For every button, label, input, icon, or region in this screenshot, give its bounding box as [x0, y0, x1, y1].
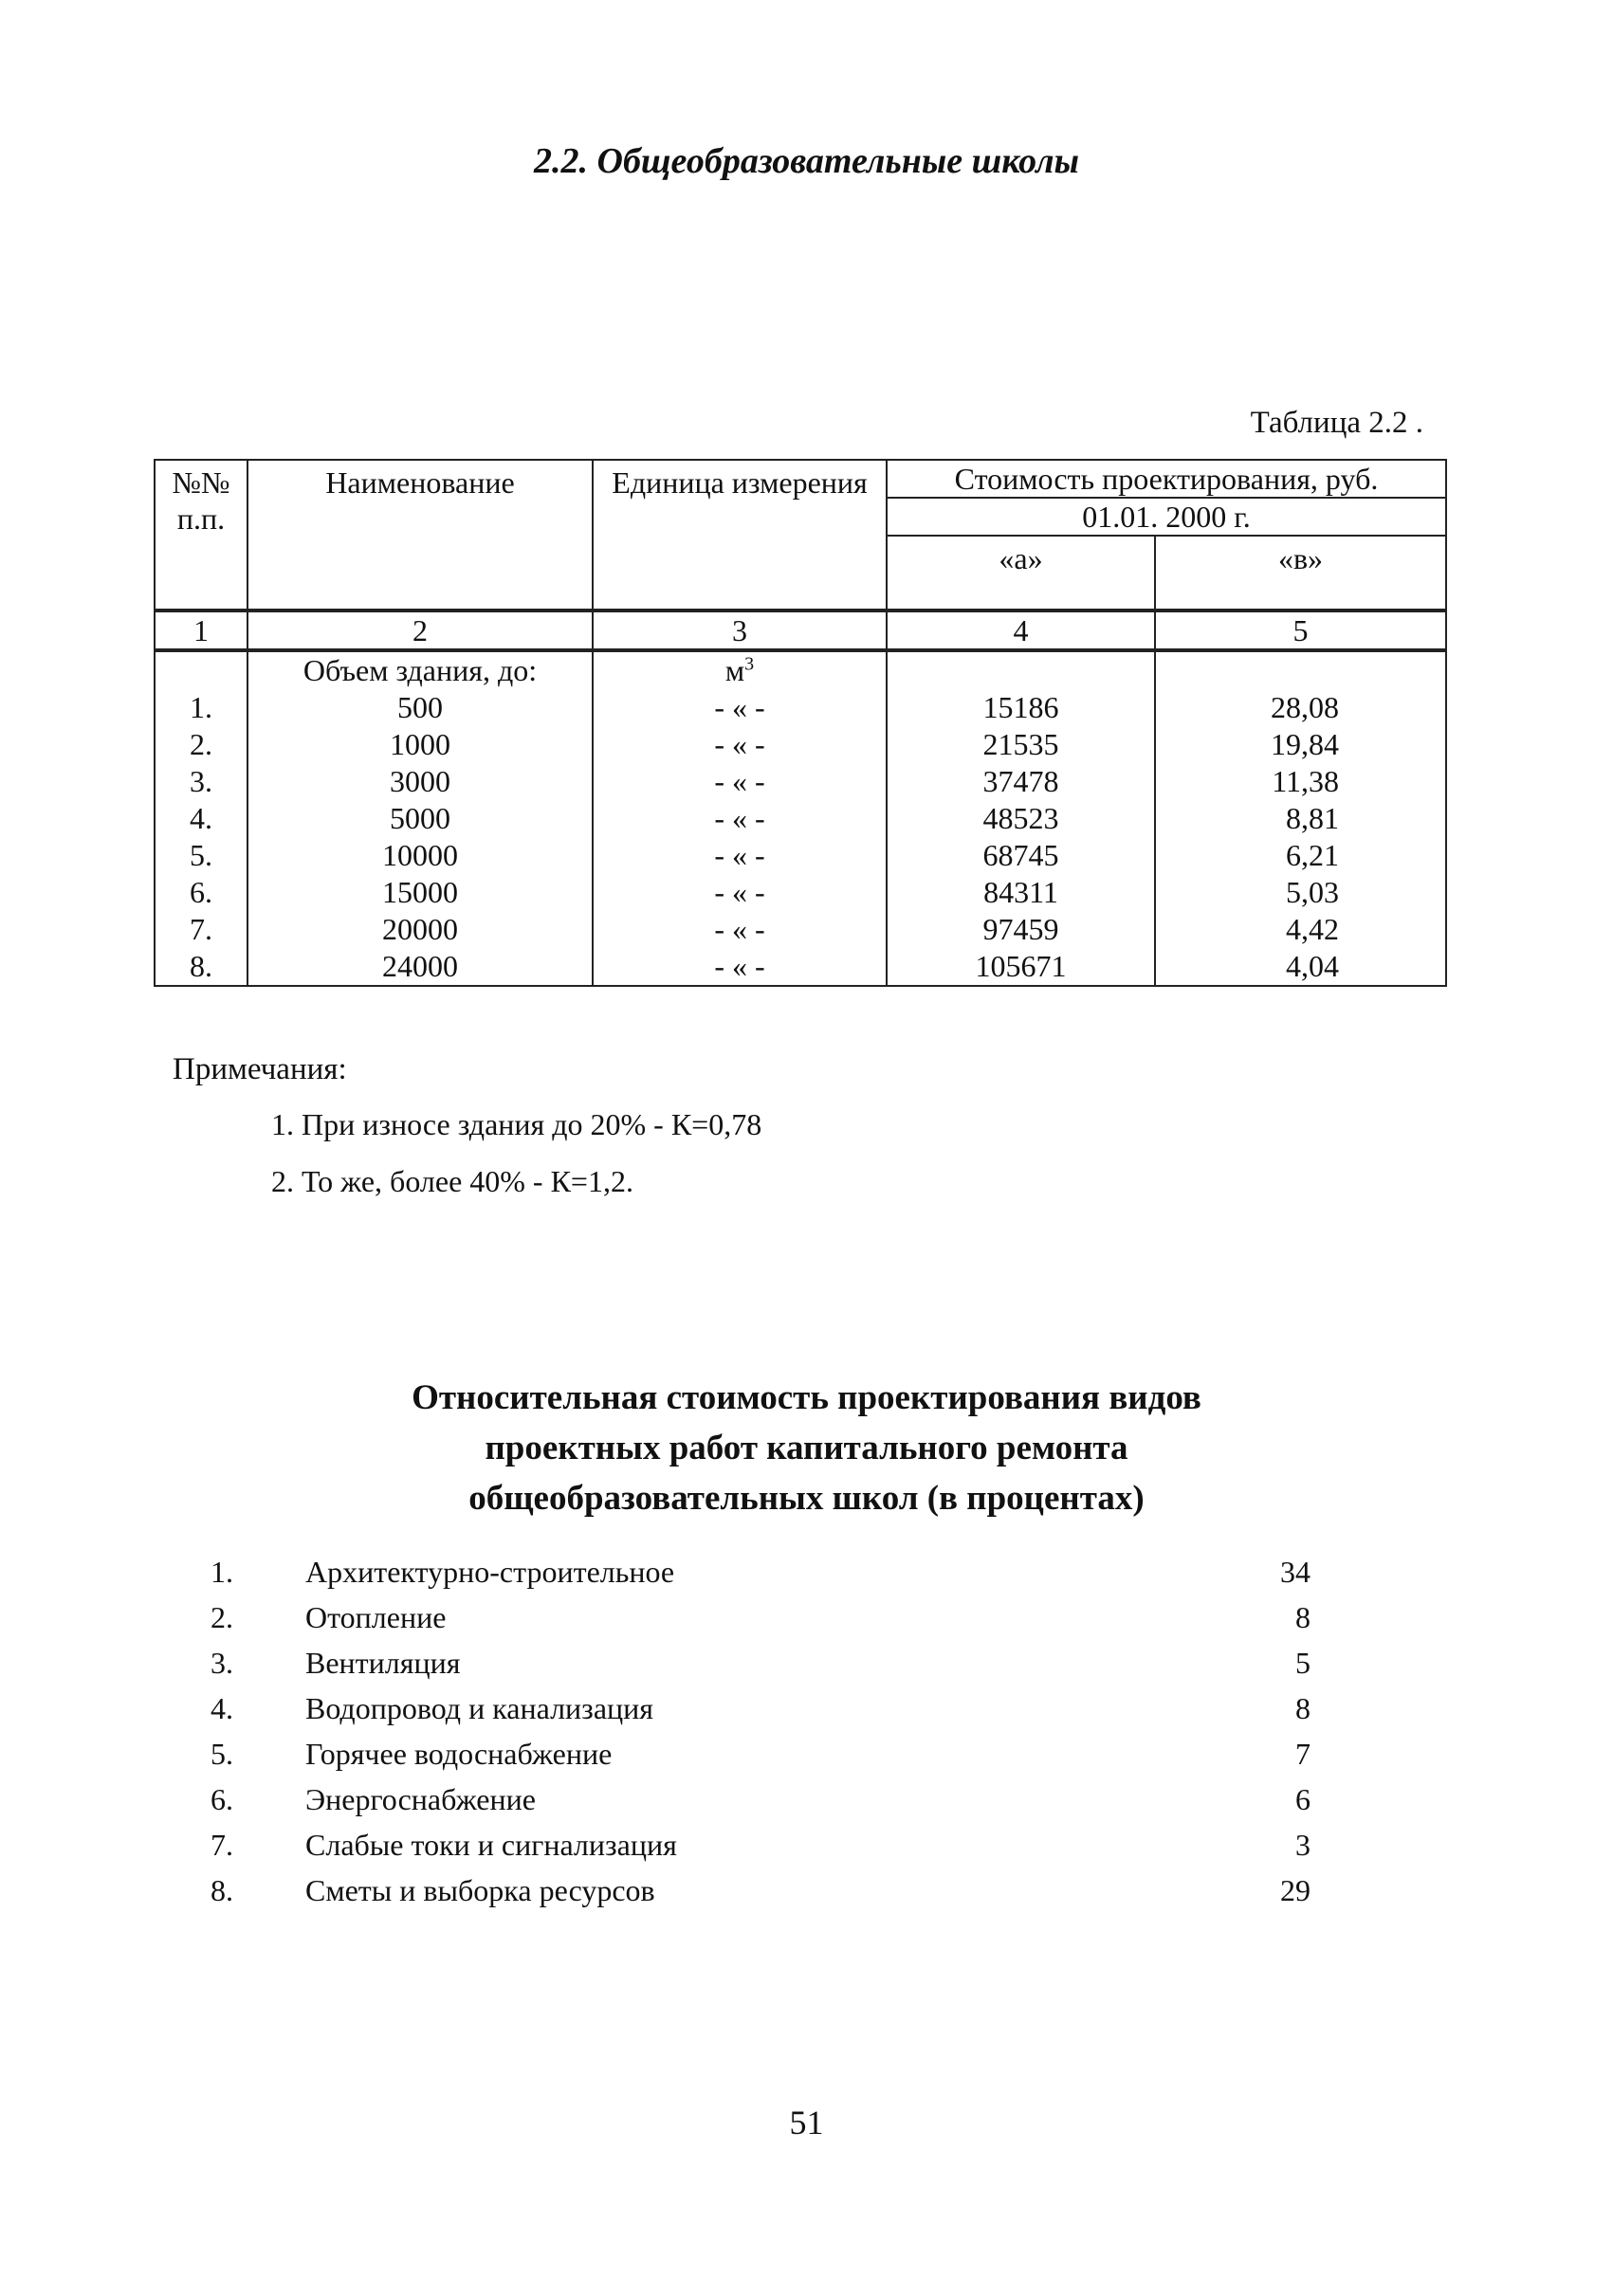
table-row: [155, 874, 1446, 911]
item-value: 5: [1295, 1646, 1311, 1680]
table-caption: Таблица 2.2 .: [1250, 406, 1423, 440]
note-item: 2. То же, более 40% - К=1,2.: [271, 1164, 633, 1198]
item-value: 3: [1295, 1828, 1311, 1862]
col-number-4: 4: [887, 610, 1155, 650]
header-num: №№ п.п.: [155, 460, 247, 610]
row-a: 15186: [887, 689, 1155, 726]
col-number-2: 2: [247, 610, 593, 650]
col-number-1: 1: [155, 610, 247, 650]
item-number: 5.: [211, 1737, 233, 1771]
row-num: 5.: [155, 837, 247, 874]
header-b: «в»: [1155, 536, 1446, 610]
row-a: 68745: [887, 837, 1155, 874]
row-unit: - « -: [593, 911, 887, 948]
row-unit: - « -: [593, 800, 887, 837]
table-row: [155, 800, 1446, 837]
table-row: [155, 837, 1446, 874]
row-b: 11,38: [1155, 763, 1446, 800]
header-date: 01.01. 2000 г.: [887, 498, 1446, 536]
list-item: [211, 1600, 1311, 1646]
item-value: 7: [1295, 1737, 1311, 1771]
subtitle-line: общеобразовательных школ (в процентах): [468, 1479, 1145, 1518]
item-number: 2.: [211, 1600, 233, 1634]
row-a: 105671: [887, 948, 1155, 986]
row-unit: - « -: [593, 726, 887, 763]
row-unit: - « -: [593, 837, 887, 874]
row-unit: - « -: [593, 763, 887, 800]
row-a: 21535: [887, 726, 1155, 763]
list-item: [211, 1555, 1311, 1600]
item-label: Водопровод и канализация: [305, 1691, 653, 1725]
row-b: 5,03: [1155, 874, 1446, 911]
row-unit: - « -: [593, 948, 887, 986]
table-row: [155, 726, 1446, 763]
group-label: Объем здания, до:: [247, 650, 593, 689]
row-unit: - « -: [593, 874, 887, 911]
item-number: 1.: [211, 1555, 233, 1589]
row-b: 19,84: [1155, 726, 1446, 763]
row-b: 4,04: [1155, 948, 1446, 986]
row-name: 5000: [247, 800, 593, 837]
col-number-5: 5: [1155, 610, 1446, 650]
item-number: 8.: [211, 1873, 233, 1907]
row-b: 4,42: [1155, 911, 1446, 948]
item-number: 7.: [211, 1828, 233, 1862]
note-item: 1. При износе здания до 20% - К=0,78: [271, 1107, 762, 1141]
list-item: [211, 1873, 1311, 1919]
group-row: [155, 650, 1446, 689]
group-unit: $м^3$: [593, 650, 887, 689]
section-title: 2.2. Общеобразовательные школы: [534, 141, 1079, 181]
row-b: 8,81: [1155, 800, 1446, 837]
row-num: 4.: [155, 800, 247, 837]
row-a: 84311: [887, 874, 1155, 911]
list-item: [211, 1737, 1311, 1782]
item-value: 8: [1295, 1691, 1311, 1725]
header-unit: Единица измерения: [593, 460, 887, 610]
row-a: 37478: [887, 763, 1155, 800]
row-num: 8.: [155, 948, 247, 986]
unit-superscript: 3: [744, 653, 755, 675]
list-item: [211, 1646, 1311, 1691]
list-item: [211, 1782, 1311, 1828]
col-number-3: 3: [593, 610, 887, 650]
subtitle-line: Относительная стоимость проектирования видов: [412, 1378, 1201, 1417]
row-name: 3000: [247, 763, 593, 800]
item-label: Энергоснабжение: [305, 1782, 536, 1816]
page-number: 51: [789, 2104, 824, 2141]
item-label: Горячее водоснабжение: [305, 1737, 613, 1771]
row-a: 97459: [887, 911, 1155, 948]
row-num: 6.: [155, 874, 247, 911]
subtitle-line: проектных работ капитального ремонта: [485, 1429, 1128, 1467]
row-name: 24000: [247, 948, 593, 986]
table-row: [155, 689, 1446, 726]
row-num: 1.: [155, 689, 247, 726]
item-value: 34: [1280, 1555, 1311, 1589]
item-number: 4.: [211, 1691, 233, 1725]
row-unit: - « -: [593, 689, 887, 726]
item-value: 29: [1280, 1873, 1311, 1907]
item-label: Архитектурно-строительное: [305, 1555, 675, 1589]
header-cost: Стоимость проектирования, руб.: [887, 460, 1446, 498]
item-label: Слабые токи и сигнализация: [305, 1828, 677, 1862]
notes-title: Примечания:: [173, 1052, 347, 1086]
list-item: [211, 1691, 1311, 1737]
row-name: 1000: [247, 726, 593, 763]
row-b: 28,08: [1155, 689, 1446, 726]
row-b: 6,21: [1155, 837, 1446, 874]
row-name: 15000: [247, 874, 593, 911]
table-row: [155, 948, 1446, 986]
item-label: Сметы и выборка ресурсов: [305, 1873, 655, 1907]
row-a: 48523: [887, 800, 1155, 837]
row-name: 500: [247, 689, 593, 726]
item-value: 8: [1295, 1600, 1311, 1634]
header-name: Наименование: [247, 460, 593, 610]
row-num: 3.: [155, 763, 247, 800]
item-number: 6.: [211, 1782, 233, 1816]
row-name: 10000: [247, 837, 593, 874]
item-label: Отопление: [305, 1600, 447, 1634]
table-row: [155, 911, 1446, 948]
item-number: 3.: [211, 1646, 233, 1680]
section-subtitle: [0, 1373, 1613, 1523]
header-a: «а»: [887, 536, 1155, 610]
row-num: 7.: [155, 911, 247, 948]
cost-table: [154, 459, 1447, 987]
table-row: [155, 763, 1446, 800]
list-item: [211, 1828, 1311, 1873]
row-num: 2.: [155, 726, 247, 763]
row-name: 20000: [247, 911, 593, 948]
item-value: 6: [1295, 1782, 1311, 1816]
item-label: Вентиляция: [305, 1646, 461, 1680]
